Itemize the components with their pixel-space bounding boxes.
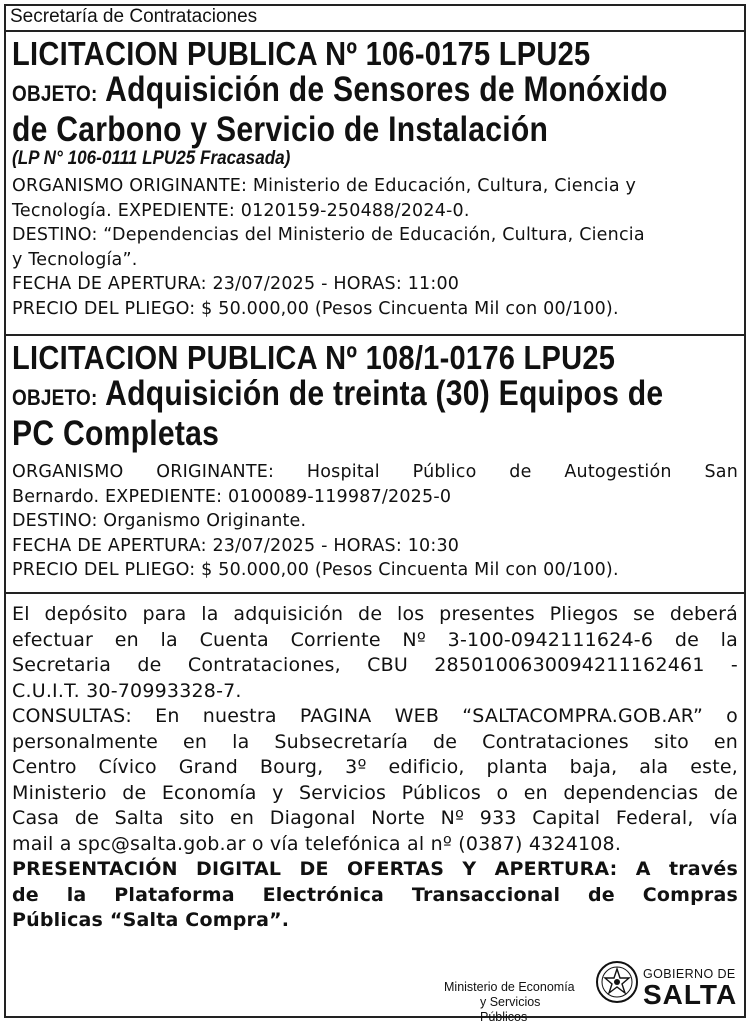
ministry-line1: Ministerio de Economía — [444, 980, 575, 994]
info-line: El depósito para la adquisición de los presentes Pliegos se deberá — [12, 603, 738, 625]
info-line: Secretaria de Contrataciones, CBU 2850100630094211162461 - — [12, 654, 738, 676]
licitacion-1-note: (LP N° 106-0111 LPU25 Fracasada) — [12, 148, 291, 169]
presentacion-line: PRESENTACIÓN DIGITAL DE OFERTAS Y APERTURA: A través — [12, 858, 738, 880]
presentacion-line: de la Plataforma Electrónica Transaccional de Compras — [12, 883, 738, 906]
objeto-text-line2: de Carbono y Servicio de Instalación — [12, 110, 549, 149]
detail-line: Tecnología. EXPEDIENTE: 0120159-250488/2024-0. — [12, 200, 470, 221]
detail-line: DESTINO: “Dependencias del Ministerio de Educación, Cultura, Ciencia — [12, 225, 645, 245]
objeto-text-line2: PC Completas — [12, 414, 220, 453]
presentacion-line: Públicas “Salta Compra”. — [12, 909, 290, 931]
salta-seal-icon — [595, 960, 639, 1004]
detail-line: y Tecnología”. — [12, 249, 138, 270]
ministry-line2: y Servicios Públicos — [480, 995, 541, 1024]
detail-line: PRECIO DEL PLIEGO: $ 50.000,00 (Pesos Cincuenta Mil con 00/100). — [12, 298, 619, 319]
licitacion-1 — [6, 32, 744, 336]
info-line: personalmente en la Subsecretaría de Contrataciones sito en — [12, 730, 738, 753]
salta-label: SALTA — [643, 979, 738, 1010]
info-line: Ministerio de Economía y Servicios Públicos o en dependencias de — [12, 781, 738, 804]
licitacion-1-title: LICITACION PUBLICA Nº 106-0175 LPU25 — [12, 35, 591, 72]
detail-line: FECHA DE APERTURA: 23/07/2025 - HORAS: 10:30 — [12, 535, 460, 556]
info-line: efectuar en la Cuenta Corriente Nº 3-100-0942111624-6 de la — [12, 628, 738, 651]
licitacion-2-details — [12, 460, 738, 583]
info-line: C.U.I.T. 30-70993328-7. — [12, 679, 242, 702]
gobierno-logo — [643, 967, 737, 1009]
detail-line: DESTINO: Organismo Originante. — [12, 511, 307, 531]
licitacion-2 — [6, 336, 744, 594]
gobierno-label: GOBIERNO DE — [643, 967, 736, 981]
licitacion-1-objeto — [12, 70, 668, 112]
info-text — [12, 602, 738, 934]
info-line: mail a spc@salta.gob.ar o vía telefónica al nº (0387) 4324108. — [12, 832, 622, 855]
objeto-text-line1: Adquisición de Sensores de Monóxido — [105, 70, 668, 109]
licitacion-2-title: LICITACION PUBLICA Nº 108/1-0176 LPU25 — [12, 339, 616, 376]
detail-line: ORGANISMO ORIGINANTE: Ministerio de Educación, Cultura, Ciencia y — [12, 176, 637, 196]
objeto-label: OBJETO: — [12, 81, 98, 106]
licitacion-2-objeto — [12, 374, 664, 416]
info-line: CONSULTAS: En nuestra PAGINA WEB “SALTACOMPRA.GOB.AR” o — [12, 705, 738, 727]
page-header: Secretaría de Contrataciones — [4, 4, 746, 32]
info-section — [6, 594, 744, 974]
licitacion-1-details — [12, 174, 738, 321]
info-line: Centro Cívico Grand Bourg, 3º edificio, planta baja, ala este, — [12, 756, 738, 778]
detail-line: PRECIO DEL PLIEGO: $ 50.000,00 (Pesos Cincuenta Mil con 00/100). — [12, 560, 619, 580]
detail-line: ORGANISMO ORIGINANTE: Hospital Público de Autogestión San — [12, 462, 738, 482]
objeto-text-line1: Adquisición de treinta (30) Equipos de — [105, 374, 664, 413]
detail-line: Bernardo. EXPEDIENTE: 0100089-119987/2025-0 — [12, 486, 452, 507]
objeto-label: OBJETO: — [12, 385, 98, 410]
detail-line: FECHA DE APERTURA: 23/07/2025 - HORAS: 11:00 — [12, 274, 460, 294]
ministry-name — [444, 980, 584, 1025]
info-line: Casa de Salta sito en Diagonal Norte Nº 933 Capital Federal, vía — [12, 807, 738, 829]
